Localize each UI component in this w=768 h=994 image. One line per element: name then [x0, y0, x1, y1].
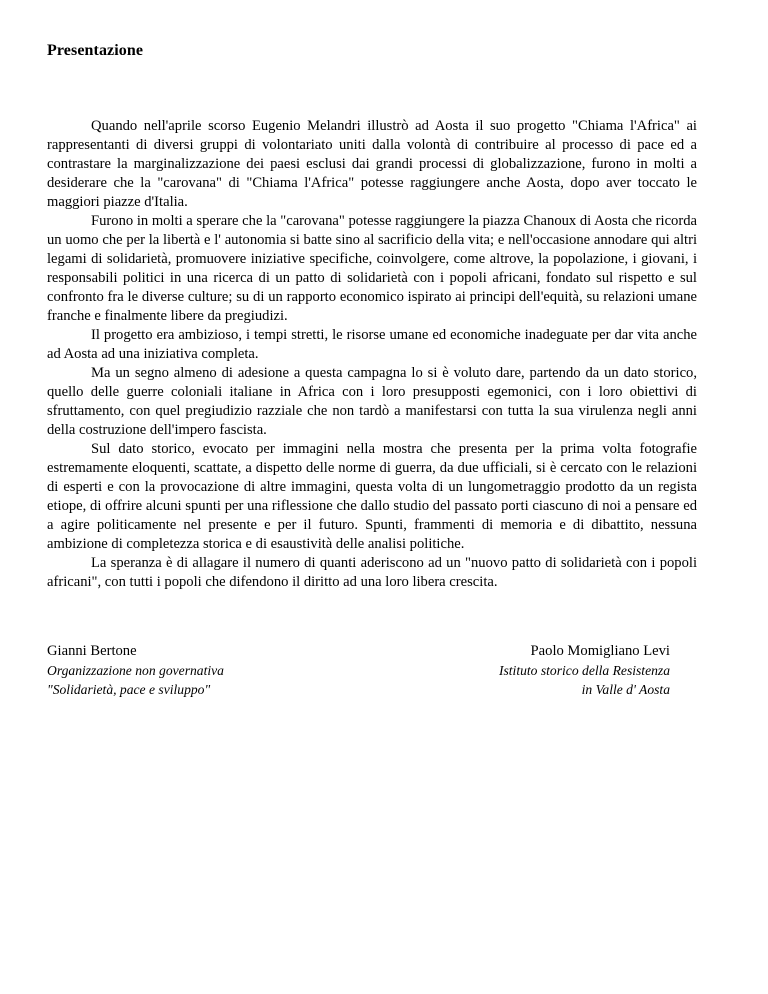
presentation-body [47, 117, 697, 592]
paragraph-5: Sul dato storico, evocato per immagini nella mostra che presenta per la prima volta fotografie estremamente eloquenti, scattate, a dispetto delle norme di guerra, da due ufficiali, si è cercato con le relazioni di esperti e con la provocazione di altre immagini, questa volta di un lungometraggio prodotto da un regista etiope, di offrire alcuni spunti per una riflessione che dallo studio del passato porti ciascuno di noi a pensare ed a agire politicamente nel presente e per il futuro. Spunti, frammenti di memoria e di dibattito, nessuna ambizione di completezza storica e di esaustività delle analisi politiche. [47, 441, 697, 552]
paragraph-1: Quando nell'aprile scorso Eugenio Melandri illustrò ad Aosta il suo progetto "Chiama l'Africa" ai rappresentanti di diversi gruppi di volontariato uniti dalla volontà di contribuire al processo di pace ed a contrastare la marginalizzazione dei paesi esclusi dai grandi processi di globalizzazione, furono in molti a desiderare che la "carovana" di "Chiama l'Africa" potesse raggiungere anche Aosta, dopo aver toccato le maggiori piazze d'Italia. [47, 118, 697, 210]
paragraph-2: Furono in molti a sperare che la "carovana" potesse raggiungere la piazza Chanoux di Aosta che ricorda un uomo che per la libertà e l' autonomia si batte sino al sacrificio della vita; e nell'occasione annodare qui altri legami di solidarietà, promuovere iniziative specifiche, coinvolgere, come altrove, la popolazione, i giovani, i responsabili politici in una ricerca di un patto di solidarietà con i popoli africani, fondato sul rispetto e sul confronto fra le diverse culture; su di un rapporto economico ispirato ai principi dell'equità, su relazioni umane franche e finalmente libere da pregiudizi. [47, 213, 697, 324]
paragraph-4: Ma un segno almeno di adesione a questa campagna lo si è voluto dare, partendo da un dato storico, quello delle guerre coloniali italiane in Africa con i loro presupposti egemonici, con i loro obiettivi di sfruttamento, con quel pregiudizio razziale che non tardò a manifestarsi con tutta la sua virulenza negli anni della costruzione dell'impero fascista. [47, 365, 697, 438]
paragraph-6: La speranza è di allagare il numero di quanti aderiscono ad un "nuovo patto di solidarietà con i popoli africani", con tutti i popoli che difendono il diritto ad una loro libera crescita. [47, 555, 697, 590]
signature-right-name: Paolo Momigliano Levi [530, 643, 670, 659]
signature-left-organization: Organizzazione non governativa [47, 663, 224, 678]
paragraph-3: Il progetto era ambizioso, i tempi stretti, le risorse umane ed economiche inadeguate per dar vita anche ad Aosta ad una iniziativa completa. [47, 327, 697, 362]
signature-left [47, 642, 224, 699]
signature-left-organization-name: "Solidarietà, pace e sviluppo" [47, 682, 211, 697]
signature-right-location: in Valle d' Aosta [581, 682, 670, 697]
signature-right [499, 642, 670, 699]
page-title: Presentazione [47, 42, 144, 59]
signature-left-name: Gianni Bertone [47, 643, 137, 659]
signature-right-institute: Istituto storico della Resistenza [498, 663, 670, 678]
